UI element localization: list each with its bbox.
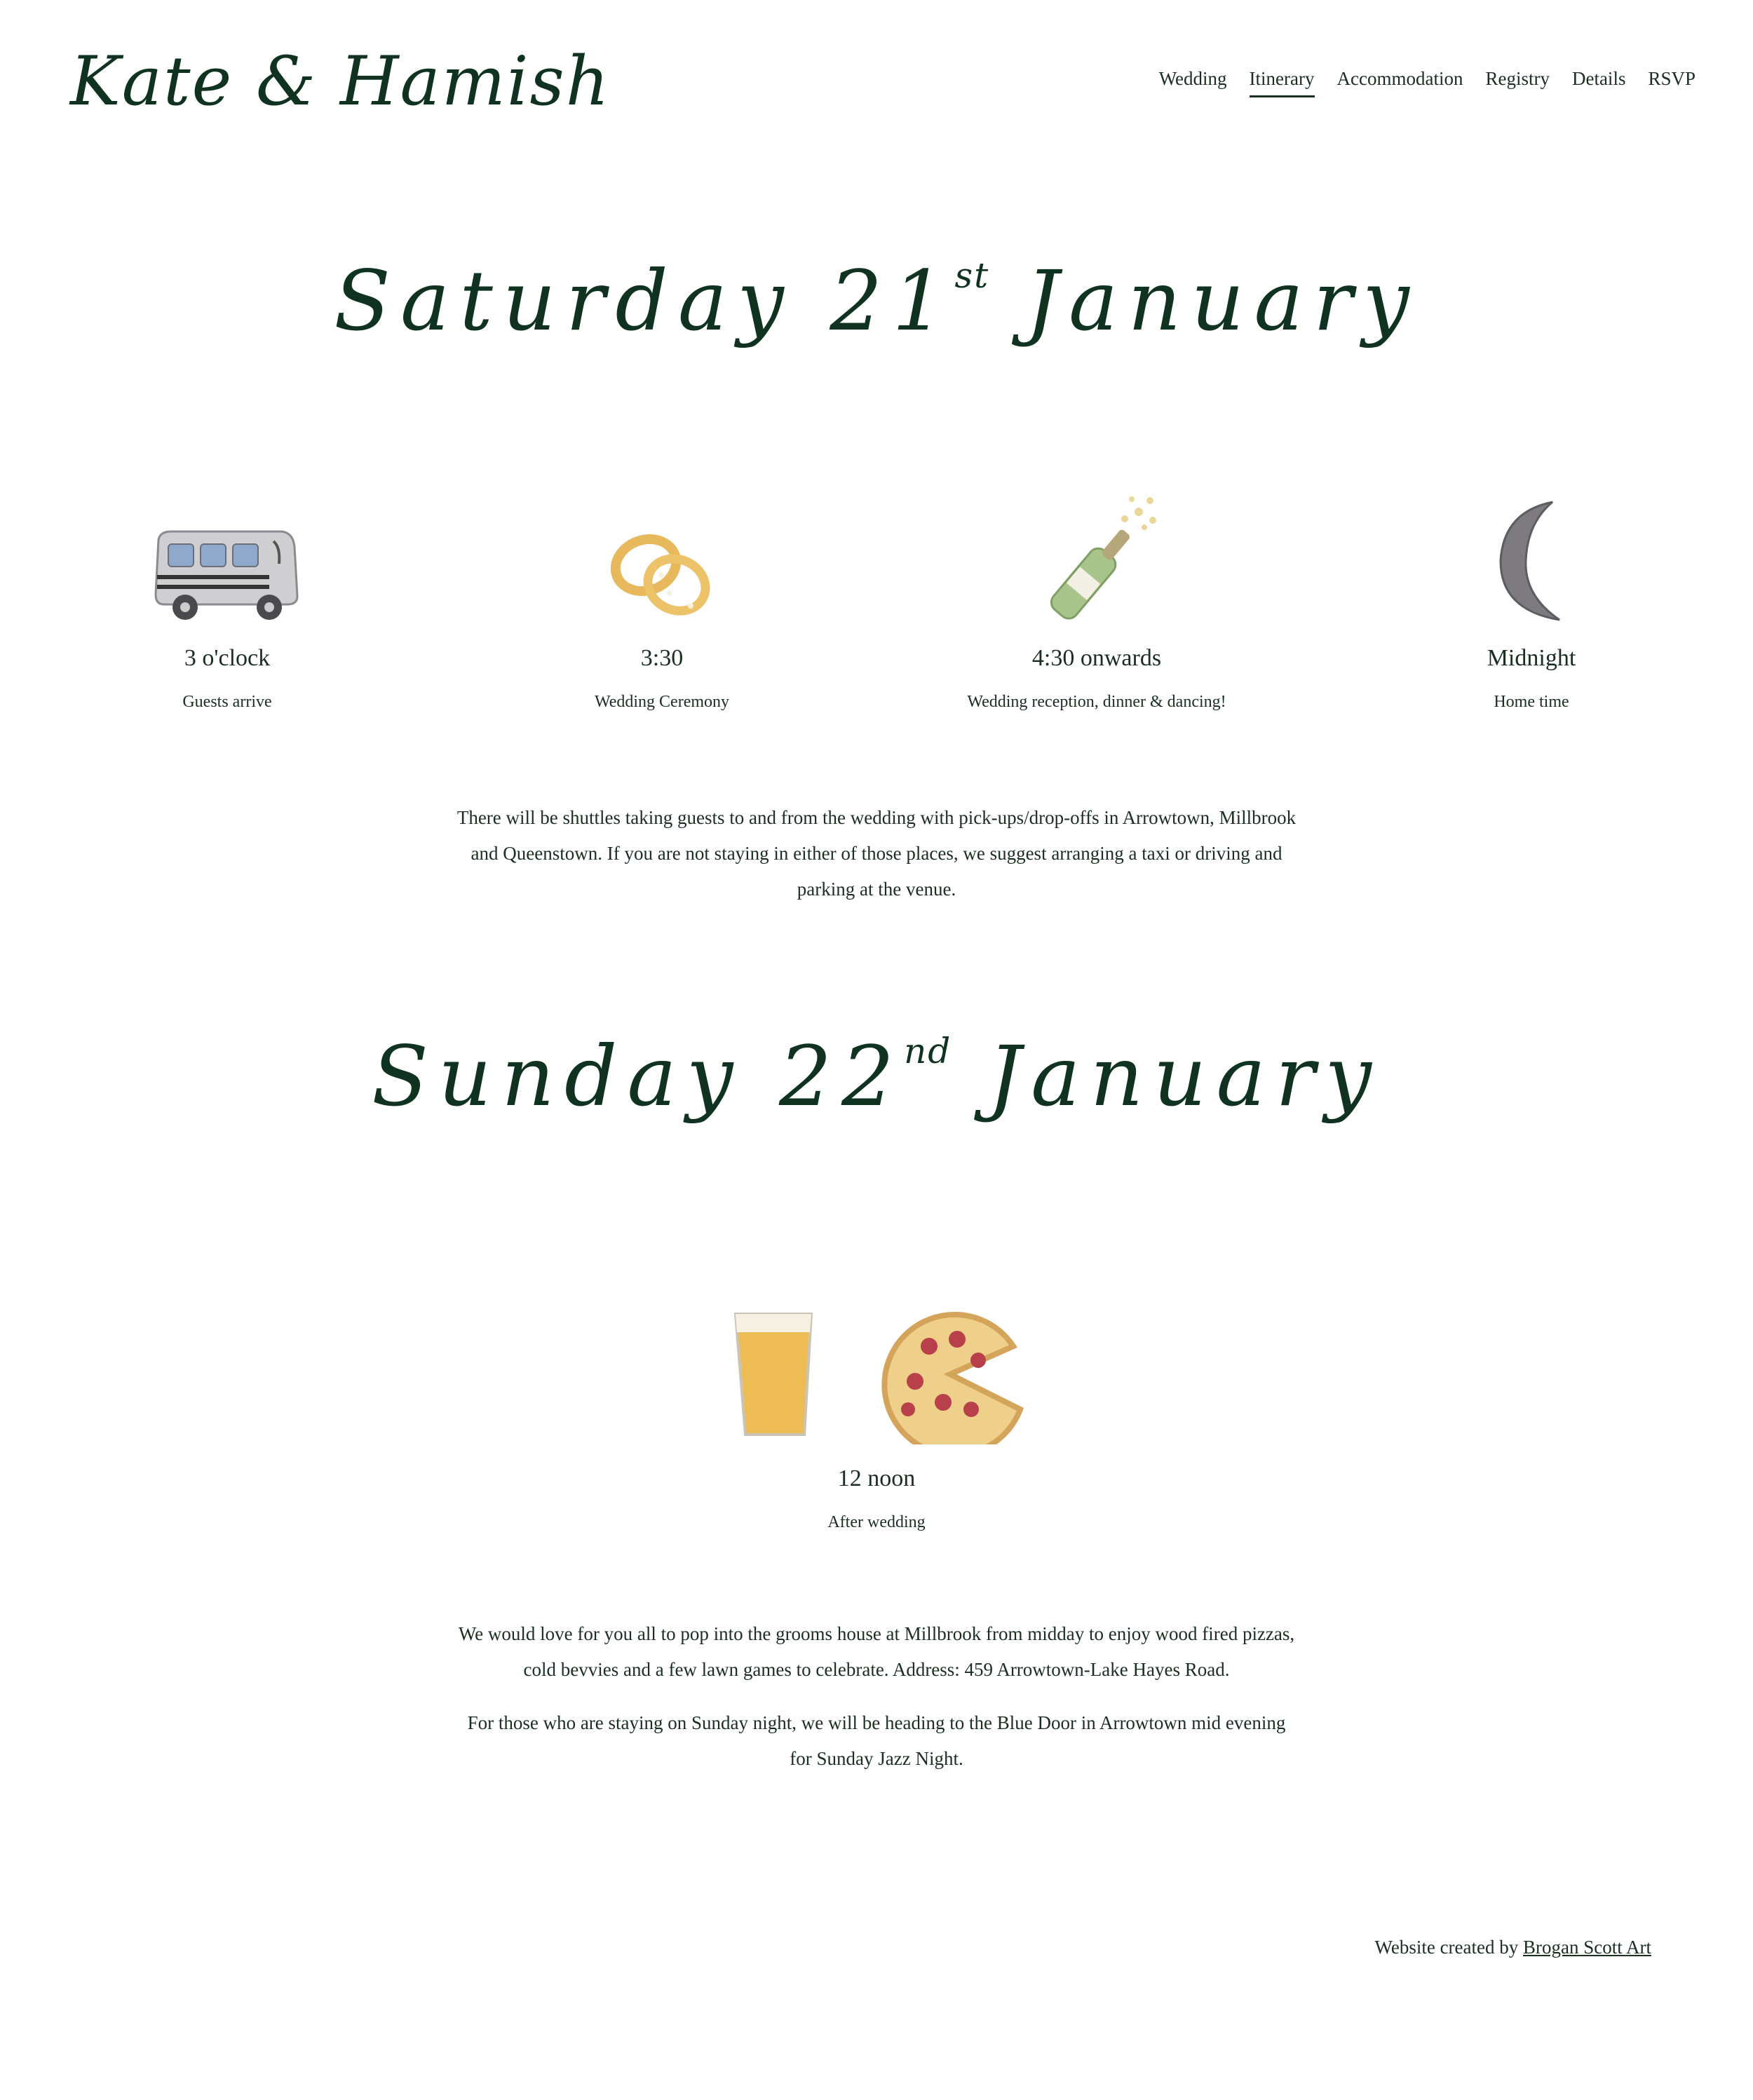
- site-logo[interactable]: Kate & Hamish: [70, 42, 611, 121]
- sunday-heading-day: Sunday 22: [372, 1028, 905, 1125]
- event-time: Midnight: [1487, 645, 1576, 671]
- nav-registry[interactable]: Registry: [1485, 68, 1550, 89]
- sunday-heading-suffix: nd: [904, 1031, 952, 1071]
- saturday-heading: [0, 252, 1753, 349]
- event-after-wedding: [659, 1276, 1094, 1532]
- nav-itinerary[interactable]: Itinerary: [1250, 68, 1315, 97]
- event-guests-arrive: [10, 484, 445, 712]
- crescent-moon-icon: [1314, 484, 1749, 624]
- sunday-heading: [0, 1028, 1753, 1125]
- event-home-time: [1314, 484, 1749, 712]
- nav-rsvp[interactable]: RSVP: [1648, 68, 1696, 89]
- event-desc: After wedding: [827, 1513, 926, 1531]
- footer-prefix: Website created by: [1374, 1937, 1523, 1958]
- champagne-bottle-icon: [879, 484, 1314, 624]
- pizza-icon: [873, 1304, 1027, 1444]
- footer-credit-link[interactable]: Brogan Scott Art: [1523, 1937, 1651, 1958]
- main-nav: [1159, 68, 1696, 97]
- nav-details[interactable]: Details: [1571, 68, 1626, 89]
- event-wedding-ceremony: [445, 484, 879, 712]
- saturday-heading-month: January: [1025, 252, 1419, 349]
- wedding-rings-icon: [445, 484, 879, 624]
- nav-wedding[interactable]: Wedding: [1158, 68, 1227, 89]
- event-desc: Home time: [1494, 693, 1569, 711]
- saturday-heading-suffix: st: [954, 255, 990, 296]
- nav-accommodation[interactable]: Accommodation: [1336, 68, 1463, 89]
- event-desc: Guests arrive: [182, 693, 272, 711]
- saturday-heading-day: Saturday 21: [334, 252, 955, 349]
- sunday-paragraph-2: For those who are staying on Sunday night, we will be heading to the Blue Door in Arrowtown mid evening for Sunday Jazz Night.: [467, 1712, 1286, 1769]
- bus-icon: [10, 484, 445, 624]
- sunday-heading-month: January: [987, 1028, 1381, 1125]
- event-time: 3:30: [640, 645, 684, 671]
- event-desc: Wedding Ceremony: [594, 693, 730, 711]
- beer-glass-icon: [726, 1304, 824, 1444]
- saturday-shuttle-note: There will be shuttles taking guests to and from the wedding with pick-ups/drop-offs in Arrowtown, Millbrook and Queenstown. If you are not staying in either of those places, we suggest arranging a taxi or driving and parking at the venue.: [456, 807, 1297, 900]
- event-desc: Wedding reception, dinner & dancing!: [967, 693, 1226, 711]
- event-time: 3 o'clock: [184, 645, 271, 671]
- event-time: 12 noon: [837, 1465, 916, 1491]
- event-time: 4:30 onwards: [1031, 645, 1162, 671]
- sunday-paragraph-1: We would love for you all to pop into the grooms house at Millbrook from midday to enjoy wood fired pizzas, cold bevvies and a few lawn games to celebrate. Address: 459 Arrowtown-Lake Hayes Road.: [458, 1623, 1295, 1680]
- event-reception: [879, 484, 1314, 712]
- footer-credit: [1375, 1937, 1651, 1958]
